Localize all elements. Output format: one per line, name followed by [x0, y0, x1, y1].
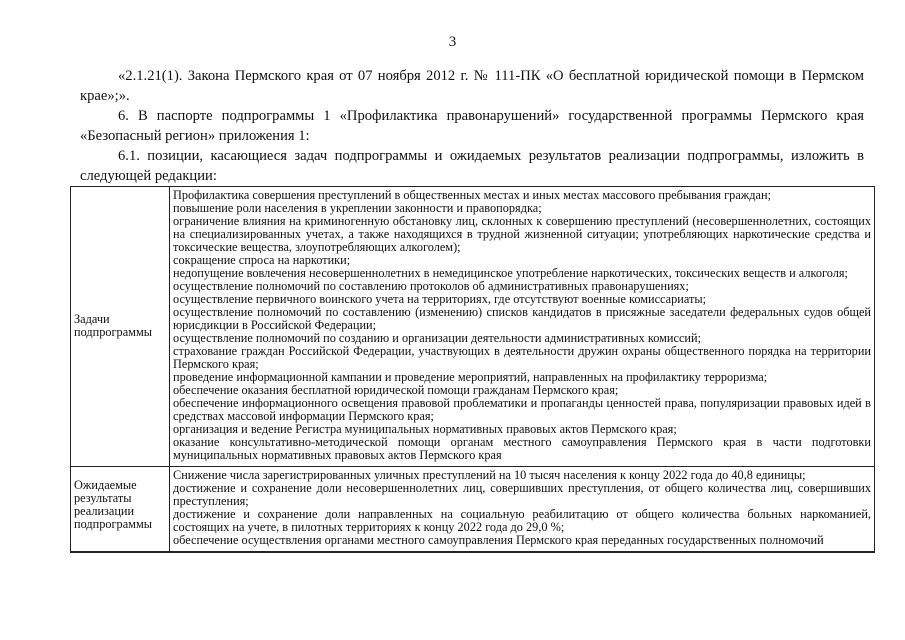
- paragraph-law-reference: [80, 66, 864, 106]
- list-item: сокращение спроса на наркотики;: [173, 253, 351, 267]
- paragraph-new-wording: [80, 146, 864, 186]
- list-item: организация и ведение Регистра муниципальных нормативных правовых актов Пермского края;: [173, 422, 677, 436]
- tasks-cell: [170, 187, 875, 467]
- list-item: страхование граждан Российской Федерации, участвующих в деятельности дружин охраны общественного порядка на территории Пермского края;: [173, 344, 871, 371]
- list-item: осуществление полномочий по составлению протоколов об административных правонарушениях;: [173, 279, 689, 293]
- list-item: Снижение числа зарегистрированных уличных преступлений на 10 тысяч населения к концу 2022 года до 40,8 единицы;: [173, 468, 806, 482]
- list-item: обеспечение информационного освещения правовой проблематики и пропаганды ценностей права, популяризации правовых идей в средствах массовой информации Пермского края;: [173, 396, 871, 423]
- list-item: достижение и сохранение доли несовершеннолетних лиц, совершивших преступления, от общего количества лиц, совершивших преступления;: [173, 481, 871, 508]
- list-item: Профилактика совершения преступлений в общественных местах и иных местах массового пребывания граждан;: [173, 188, 771, 202]
- table-row-tasks: [71, 187, 875, 467]
- results-cell: [170, 467, 875, 553]
- paragraph-text: 6. В паспорте подпрограммы 1 «Профилактика правонарушений» государственной программы Пермского края «Безопасный регион» приложения 1:: [80, 108, 864, 144]
- table-row-results: [71, 467, 875, 553]
- subprogram-table: [70, 186, 875, 553]
- list-item: недопущение вовлечения несовершеннолетних в немедицинское употребление наркотических, токсических веществ и алкоголя;: [173, 266, 848, 280]
- list-item: обеспечение оказания бесплатной юридической помощи гражданам Пермского края;: [173, 383, 619, 397]
- list-item: осуществление полномочий по составлению (изменению) списков кандидатов в присяжные заседатели федеральных судов общей юрисдикции в Российской Федерации;: [173, 305, 871, 332]
- list-item: ограничение влияния на криминогенную обстановку лиц, склонных к совершению преступлений (несовершеннолетних, состоящих на специализированных учетах, а также находящихся в трудной жизненной ситуации; употребляющих наркотические средства и токсические вещества, злоупотребляющих алкоголем);: [173, 214, 871, 254]
- paragraph-text: «2.1.21(1). Закона Пермского края от 07 ноября 2012 г. № 111-ПК «О бесплатной юридической помощи в Пермском крае»;».: [80, 68, 864, 104]
- paragraph-text: 6.1. позиции, касающиеся задач подпрограммы и ожидаемых результатов реализации подпрограммы, изложить в следующей редакции:: [80, 148, 864, 184]
- list-item: оказание консультативно-методической помощи органам местного самоуправления Пермского края в части подготовки муниципальных нормативных правовых актов Пермского края: [173, 435, 871, 462]
- list-item: обеспечение осуществления органами местного самоуправления Пермского края переданных государственных полномочий: [173, 533, 824, 547]
- list-item: осуществление полномочий по созданию и организации деятельности административных комиссий;: [173, 331, 701, 345]
- row-label-results: Ожидаемые результаты реализации подпрограммы: [71, 467, 170, 553]
- list-item: достижение и сохранение доли направленных на социальную реабилитацию от общего количества больных наркоманией, состоящих на учете, в пилотных территориях к концу 2022 года до 29,0 %;: [173, 507, 871, 534]
- row-label-tasks: Задачи подпрограммы: [71, 187, 170, 467]
- paragraph-subprogram-passport: [80, 106, 864, 146]
- page-number: 3: [448, 34, 457, 50]
- list-item: проведение информационной кампании и проведение мероприятий, направленных на профилактику терроризма;: [173, 370, 768, 384]
- list-item: повышение роли населения в укреплении законности и правопорядка;: [173, 201, 542, 215]
- list-item: осуществление первичного воинского учета на территориях, где отсутствуют военные комиссариаты;: [173, 292, 707, 306]
